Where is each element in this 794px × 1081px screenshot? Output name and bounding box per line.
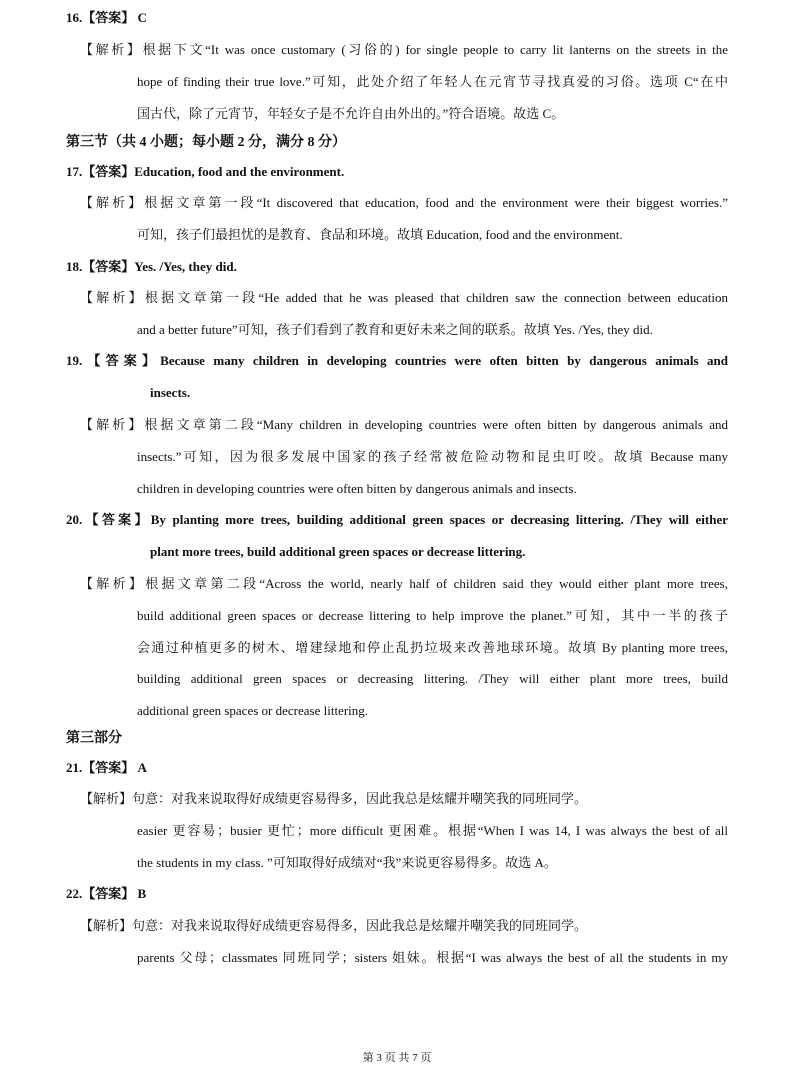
q22-expl-2: parents 父母；classmates 同班同学；sisters 姐妹。根据“I was always the best of all the students in my [137,950,728,965]
q20-expl-3: 会通过种植更多的树木、增建绿地和停止乱扔垃圾来改善地球环境。故填 By planting more trees, [137,640,728,655]
q20-answer-1: 20.【答案】By planting more trees, building additional green spaces or decreasing littering. /They will either [66,512,728,527]
q16-answer: 16.【答案】 C [66,10,147,25]
q17-expl-2: 可知，孩子们最担忧的是教育、食品和环境。故填 Education, food and the environment. [137,227,623,242]
q22-expl-1: 【解析】句意：对我来说取得好成绩更容易得多，因此我总是炫耀并嘲笑我的同班同学。 [80,918,588,933]
q17-answer: 17.【答案】Education, food and the environment. [66,164,345,179]
q19-answer-2: insects. [150,385,191,400]
page-footer: 第 3 页 共 7 页 [362,1052,432,1064]
section-3-heading: 第三节（共 4 小题；每小题 2 分，满分 8 分） [66,135,346,150]
q19-expl-1: 【解析】根据文章第二段“Many children in developing countries were often bitten by dangerous animals and [80,417,728,432]
q21-expl-1: 【解析】句意：对我来说取得好成绩更容易得多，因此我总是炫耀并嘲笑我的同班同学。 [80,791,588,806]
q21-answer: 21.【答案】 A [66,760,147,775]
q18-expl-2: and a better future”可知，孩子们看到了教育和更好未来之间的联系。故填 Yes. /Yes, they did. [137,322,653,337]
q20-expl-1: 【解析】根据文章第二段“Across the world, nearly half of children said they would either plant more trees, [80,576,728,591]
q21-expl-3: the students in my class. ”可知取得好成绩对“我”来说更容易得多。故选 A。 [137,855,557,870]
part-3-heading: 第三部分 [66,731,122,746]
q20-expl-5: additional green spaces or decrease littering. [137,703,369,718]
q18-answer: 18.【答案】Yes. /Yes, they did. [66,259,237,274]
q16-expl-2: hope of finding their true love.”可知，此处介绍了年轻人在元宵节寻找真爱的习俗。选项 C“在中 [137,74,728,89]
q16-expl-1: 【解析】根据下文“It was once customary (习俗的) for single people to carry lit lanterns on the streets in the [80,42,728,57]
q20-expl-4: building additional green spaces or decreasing littering. /They will either plant more trees, build [137,671,728,686]
q21-expl-2: easier 更容易；busier 更忙；more difficult 更困难。根据“When I was 14, I was always the best of all [137,823,728,838]
q20-answer-2: plant more trees, build additional green spaces or decrease littering. [150,544,526,559]
q17-expl-1: 【解析】根据文章第一段“It discovered that education, food and the environment were their biggest worries.” [80,195,728,210]
q20-expl-2: build additional green spaces or decrease littering to help improve the planet.”可知，其中一半的孩子 [137,608,728,623]
q22-answer: 22.【答案】 B [66,886,147,901]
q19-answer-1: 19.【答案】Because many children in developing countries were often bitten by dangerous animals and [66,353,728,368]
q19-expl-3: children in developing countries were often bitten by dangerous animals and insects. [137,481,577,496]
q18-expl-1: 【解析】根据文章第一段“He added that he was pleased that children saw the connection between education [80,290,728,305]
q19-expl-2: insects.”可知，因为很多发展中国家的孩子经常被危险动物和昆虫叮咬。故填 Because many [137,449,728,464]
q16-expl-3: 国古代，除了元宵节，年轻女子是不允许自由外出的。”符合语境。故选 C。 [137,106,565,121]
